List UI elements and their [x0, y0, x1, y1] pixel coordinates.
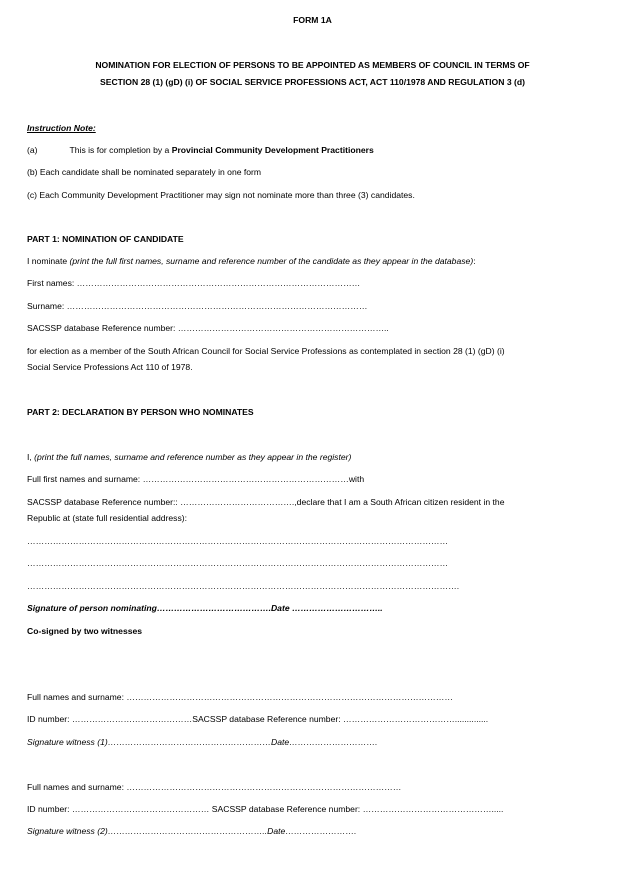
instruction-title: Instruction Note: [27, 123, 96, 133]
part1-intro-suffix: : [473, 256, 476, 266]
part2-title: PART 2: DECLARATION BY PERSON WHO NOMINATES [27, 407, 254, 417]
candidate-ref-field[interactable]: SACSSP database Reference number: ……………………………………………………………….. [27, 323, 389, 333]
heading-line-2: SECTION 28 (1) (gD) (i) OF SOCIAL SERVICE PROFESSIONS ACT, ACT 110/1978 AND REGULATION 3 (d) [100, 77, 525, 87]
part1-title: PART 1: NOMINATION OF CANDIDATE [27, 234, 184, 244]
nominator-full-names-field[interactable]: Full first names and surname: ………………………………………………………………with [27, 474, 365, 484]
instruction-a-text: This is for completion by a [69, 145, 172, 155]
part1-intro-italic: (print the full first names, surname and reference number of the candidate as they appear in the database) [69, 256, 474, 266]
witness1-signature-field[interactable]: Signature witness (1)…………………………………………………Date…………………………. [27, 737, 378, 747]
part2-intro-italic: (print the full names, surname and reference number as they appear in the register) [34, 452, 352, 462]
residential-address-label: Republic at (state full residential address): [27, 513, 188, 523]
part1-intro [27, 256, 476, 267]
part1-intro-prefix: I nominate [27, 256, 70, 266]
nominator-signature-field[interactable]: Signature of person nominating………………………………….Date ………………………….. [27, 603, 383, 613]
part2-intro-prefix: I, [27, 452, 35, 462]
election-line-2: Social Service Professions Act 110 of 1978. [27, 362, 193, 372]
address-line-2[interactable]: ………………………………………………………………………………………………………………………………… [27, 558, 449, 568]
witness1-names-field[interactable]: Full names and surname: …………………………………………………………………………………………………… [27, 692, 453, 702]
witness2-id-field[interactable]: ID number: ………………………………………… SACSSP database Reference number: ………………………………………..... [27, 804, 504, 814]
cosigned-heading: Co-signed by two witnesses [27, 626, 143, 636]
surname-field[interactable]: Surname: …………………………………………………………………………………………… [27, 301, 368, 311]
address-line-1[interactable]: ………………………………………………………………………………………………………………………………… [27, 536, 449, 546]
instruction-c: (c) Each Community Development Practitioner may sign not nominate more than three (3) candidates. [27, 190, 415, 200]
address-line-3[interactable]: ……………………………………………………………………………………………………………………………………. [27, 581, 460, 591]
instruction-a [27, 145, 374, 156]
instruction-a-bold: Provincial Community Development Practitioners [171, 145, 374, 155]
first-names-field[interactable]: First names: ……………………………………………………………………………………… [27, 278, 361, 288]
witness1-id-field[interactable]: ID number: ……………………………………SACSSP database Reference number: ………………………………….............. [27, 714, 489, 724]
nominator-ref-field[interactable]: SACSSP database Reference number:: ………………………………….,declare that I am a South African citizen resident in the [27, 497, 505, 507]
form-label: FORM 1A [293, 15, 332, 25]
instruction-b: (b) Each candidate shall be nominated separately in one form [27, 167, 262, 177]
witness2-signature-field[interactable]: Signature witness (2)………………………………………………..Date……………………. [27, 826, 357, 836]
part2-intro [27, 452, 351, 463]
witness2-names-field[interactable]: Full names and surname: …………………………………………………………………………………… [27, 782, 402, 792]
heading-line-1: NOMINATION FOR ELECTION OF PERSONS TO BE APPOINTED AS MEMBERS OF COUNCIL IN TERMS OF [95, 60, 530, 70]
instruction-a-marker: (a) [27, 145, 38, 155]
election-line-1: for election as a member of the South African Council for Social Service Professions as contemplated in section 28 (1) (gD) (i) [27, 346, 505, 356]
